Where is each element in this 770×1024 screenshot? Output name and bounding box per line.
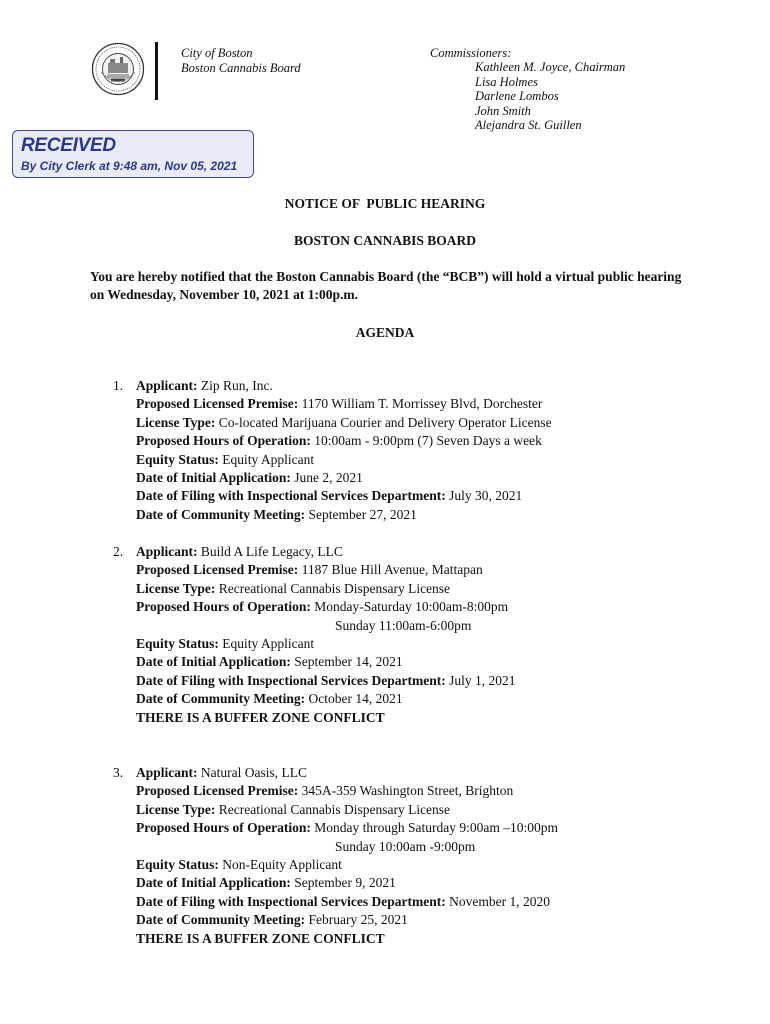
hours-label: Proposed Hours of Operation: [136, 599, 311, 615]
equity-label: Equity Status: [136, 451, 219, 467]
city-seal-logo [91, 42, 145, 96]
isd-filing-value: November 1, 2020 [449, 893, 550, 909]
initial-application-label: Date of Initial Application: [136, 875, 291, 891]
initial-application-label: Date of Initial Application: [136, 654, 291, 670]
agenda-item-number: 2. [113, 544, 124, 559]
commissioner: Alejandra St. Guillen [475, 118, 582, 132]
license-type-label: License Type: [136, 580, 216, 596]
applicant-value: Zip Run, Inc. [200, 378, 273, 393]
equity-value: Non-Equity Applicant [222, 856, 342, 872]
license-type-value: Recreational Cannabis Dispensary License [218, 801, 451, 817]
equity-label: Equity Status: [136, 635, 219, 651]
initial-application-value: September 9, 2021 [294, 875, 396, 891]
stamp-detail: By City Clerk at 9:48 am, Nov 05, 2021 [21, 159, 238, 173]
isd-filing-value: July 1, 2021 [449, 672, 516, 688]
license-type-label: License Type: [136, 414, 216, 430]
community-meeting-label: Date of Community Meeting: [136, 912, 306, 928]
commissioners-label: Commissioners: [430, 46, 512, 60]
agenda-heading: AGENDA [355, 325, 415, 340]
commissioner: Lisa Holmes [475, 74, 538, 89]
city-name: City of Boston [181, 46, 253, 60]
premise-value: 1187 Blue Hill Avenue, Mattapan [301, 562, 483, 578]
premise-value: 1170 William T. Morrissey Blvd, Dorchester [301, 396, 543, 412]
isd-filing-label: Date of Filing with Inspectional Services Department: [136, 893, 446, 909]
hours-label: Proposed Hours of Operation: [136, 433, 311, 449]
license-type-value: Co-located Marijuana Courier and Delivery Operator License [218, 414, 552, 430]
commissioner: Darlene Lombos [475, 89, 559, 103]
applicant-value: Natural Oasis, LLC [200, 765, 307, 780]
isd-filing-value: July 30, 2021 [449, 488, 523, 504]
stamp-title: RECEIVED [21, 135, 116, 156]
commissioner: Kathleen M. Joyce, Chairman [475, 60, 626, 74]
community-meeting-value: February 25, 2021 [308, 912, 408, 928]
notice-intro: You are hereby notified that the Boston Cannabis Board (the “BCB”) will hold a virtual public hearing on Wednesday, November 10, 2021 at 1:00p.m. [90, 269, 682, 302]
initial-application-value: June 2, 2021 [294, 469, 363, 485]
buffer-zone-note: THERE IS A BUFFER ZONE CONFLICT [136, 930, 385, 946]
hours-value-sunday: Sunday 10:00am -9:00pm [335, 838, 476, 854]
board-name: Boston Cannabis Board [181, 61, 301, 75]
applicant-label: Applicant: [136, 378, 198, 393]
premise-label: Proposed Licensed Premise: [136, 562, 299, 578]
license-type-label: License Type: [136, 801, 216, 817]
hours-value: 10:00am - 9:00pm (7) Seven Days a week [314, 433, 542, 449]
community-meeting-value: October 14, 2021 [308, 691, 403, 707]
commissioners-list [475, 60, 625, 133]
notice-title: NOTICE OF PUBLIC HEARING [284, 196, 486, 211]
agenda-item-number: 3. [113, 765, 124, 780]
city-block [181, 46, 301, 76]
applicant-label: Applicant: [136, 765, 198, 780]
initial-application-label: Date of Initial Application: [136, 469, 291, 485]
applicant-value: Build A Life Legacy, LLC [200, 544, 343, 559]
buffer-zone-note: THERE IS A BUFFER ZONE CONFLICT [136, 709, 385, 725]
license-type-value: Recreational Cannabis Dispensary License [218, 580, 451, 596]
community-meeting-value: September 27, 2021 [308, 506, 417, 522]
community-meeting-label: Date of Community Meeting: [136, 691, 306, 707]
hours-label: Proposed Hours of Operation: [136, 820, 311, 836]
isd-filing-label: Date of Filing with Inspectional Services Department: [136, 672, 446, 688]
hours-value: Monday-Saturday 10:00am-8:00pm [314, 599, 509, 615]
header-divider [155, 42, 158, 100]
hours-value-sunday: Sunday 11:00am-6:00pm [335, 617, 472, 633]
premise-value: 345A-359 Washington Street, Brighton [301, 783, 514, 799]
received-stamp [12, 130, 254, 178]
premise-label: Proposed Licensed Premise: [136, 396, 299, 412]
board-heading: BOSTON CANNABIS BOARD [293, 233, 477, 248]
commissioner: John Smith [475, 103, 531, 118]
hours-value: Monday through Saturday 9:00am –10:00pm [314, 820, 558, 836]
isd-filing-label: Date of Filing with Inspectional Services Department: [136, 488, 446, 504]
equity-label: Equity Status: [136, 856, 219, 872]
community-meeting-label: Date of Community Meeting: [136, 506, 306, 522]
agenda-item-number: 1. [113, 378, 124, 393]
initial-application-value: September 14, 2021 [294, 654, 403, 670]
equity-value: Equity Applicant [222, 451, 315, 467]
equity-value: Equity Applicant [222, 635, 315, 651]
premise-label: Proposed Licensed Premise: [136, 783, 299, 799]
applicant-label: Applicant: [136, 544, 198, 559]
